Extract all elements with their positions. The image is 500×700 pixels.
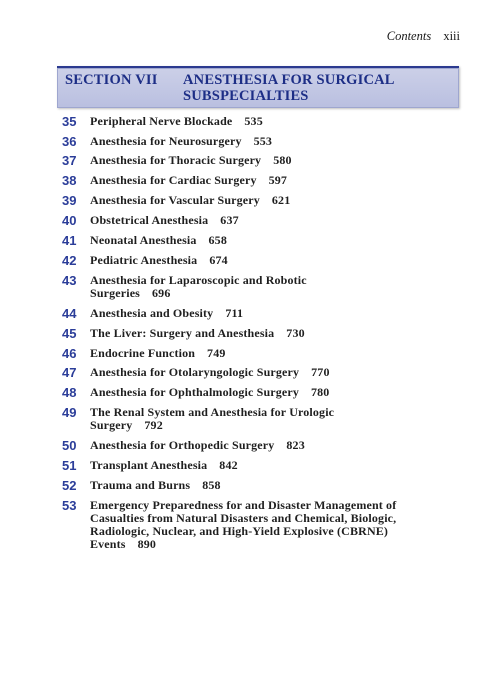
toc-entry[interactable] — [62, 327, 467, 340]
chapter-title-line — [90, 406, 370, 432]
chapter-page-number: 597 — [268, 173, 288, 187]
chapter-number: 51 — [62, 458, 77, 473]
chapter-page-number: 621 — [271, 193, 291, 207]
chapter-page-number: 749 — [207, 346, 226, 360]
chapter-page-number: 770 — [311, 365, 330, 379]
chapter-title-line — [90, 386, 467, 399]
chapter-title: Neonatal Anesthesia — [90, 233, 197, 247]
chapter-number: 48 — [62, 385, 77, 400]
chapter-number: 49 — [62, 405, 77, 420]
chapter-title: Pediatric Anesthesia — [90, 253, 198, 267]
chapter-number: 41 — [62, 233, 77, 248]
chapter-title-line — [90, 459, 467, 472]
chapter-page-number: 696 — [152, 286, 171, 300]
chapter-title: Anesthesia for Otolaryngologic Surgery — [90, 365, 300, 379]
section-number: SECTION VII — [65, 72, 158, 88]
chapter-title: Peripheral Nerve Blockade — [90, 114, 233, 128]
chapter-title-line — [90, 366, 467, 379]
chapter-title: Anesthesia for Thoracic Surgery — [90, 153, 262, 167]
chapter-number: 45 — [62, 326, 77, 341]
chapter-page-number: 842 — [219, 458, 238, 472]
chapter-page-number: 674 — [209, 253, 228, 267]
chapter-page-number: 580 — [273, 153, 292, 167]
toc-entry[interactable] — [62, 479, 467, 492]
chapter-title-line — [90, 214, 467, 227]
chapter-title-line — [90, 499, 435, 551]
chapter-page-number: 890 — [137, 537, 157, 551]
chapter-number: 46 — [62, 346, 77, 361]
chapter-page-number: 858 — [202, 478, 221, 492]
chapter-number: 39 — [62, 193, 77, 208]
chapter-title: Transplant Anesthesia — [90, 458, 208, 472]
chapter-page-number: 711 — [225, 306, 244, 320]
chapter-title-line — [90, 154, 467, 167]
chapter-title-line — [90, 274, 340, 300]
toc-entry[interactable] — [62, 154, 467, 167]
toc-entry[interactable] — [62, 499, 467, 551]
chapter-page-number: 535 — [244, 114, 263, 128]
toc-entry[interactable] — [62, 347, 467, 360]
chapter-title-line — [90, 307, 467, 320]
toc-entry[interactable] — [62, 174, 467, 187]
chapter-page-number: 637 — [220, 213, 239, 227]
chapter-title-line — [90, 174, 467, 187]
toc-entry[interactable] — [62, 406, 467, 432]
toc-entry[interactable] — [62, 307, 467, 320]
chapter-number: 42 — [62, 253, 77, 268]
toc-entry[interactable] — [62, 135, 467, 148]
chapter-title: Anesthesia for Neurosurgery — [90, 134, 242, 148]
chapter-page-number: 780 — [311, 385, 330, 399]
running-head-title: Contents — [386, 29, 432, 43]
toc-entry[interactable] — [62, 366, 467, 379]
chapter-title-line — [90, 439, 467, 452]
toc-entry[interactable] — [62, 115, 467, 128]
toc-entry[interactable] — [62, 214, 467, 227]
chapter-number: 40 — [62, 213, 77, 228]
chapter-number: 43 — [62, 273, 77, 288]
chapter-page-number: 730 — [286, 326, 305, 340]
chapter-title: Endocrine Function — [90, 346, 196, 360]
chapter-title-line — [90, 115, 467, 128]
chapter-page-number: 823 — [286, 438, 305, 452]
section-title: ANESTHESIA FOR SURGICAL SUBSPECIALTIES — [183, 72, 394, 104]
chapter-title: Anesthesia for Vascular Surgery — [90, 193, 260, 207]
chapter-number: 53 — [62, 498, 77, 513]
chapter-title-line — [90, 194, 467, 207]
chapter-page-number: 658 — [208, 233, 227, 247]
chapter-page-number: 792 — [144, 418, 163, 432]
chapter-title: Anesthesia for Ophthalmologic Surgery — [90, 385, 299, 399]
chapter-title: Obstetrical Anesthesia — [90, 213, 209, 227]
chapter-title: The Liver: Surgery and Anesthesia — [90, 326, 275, 340]
toc-entry[interactable] — [62, 439, 467, 452]
toc-entry[interactable] — [62, 386, 467, 399]
chapter-number: 50 — [62, 438, 77, 453]
toc-entry[interactable] — [62, 274, 467, 300]
chapter-title: Anesthesia for Orthopedic Surgery — [90, 438, 275, 452]
chapter-title-line — [90, 479, 467, 492]
chapter-title: Anesthesia for Laparoscopic and Robotic Surgeries — [90, 273, 307, 300]
running-head — [387, 29, 460, 44]
chapter-title-line — [90, 327, 467, 340]
page-number: xiii — [443, 29, 460, 43]
chapter-title-line — [90, 254, 467, 267]
chapter-title: Anesthesia and Obesity — [90, 306, 214, 320]
chapter-title-line — [90, 135, 467, 148]
chapter-title: The Renal System and Anesthesia for Urologic Surgery — [90, 405, 335, 432]
chapter-title: Emergency Preparedness for and Disaster Management of Casualties from Natural Disasters and Chemical, Biologic, Radiologic, Nuclear, and High-Yield Explosive (CBRNE) Events — [90, 498, 397, 551]
chapter-number: 38 — [62, 173, 77, 188]
chapter-page-number: 553 — [253, 134, 273, 148]
chapter-number: 52 — [62, 478, 77, 493]
chapter-number: 44 — [62, 306, 77, 321]
toc-entry[interactable] — [62, 194, 467, 207]
chapter-number: 47 — [62, 365, 77, 380]
toc-entry[interactable] — [62, 254, 467, 267]
toc-entry[interactable] — [62, 234, 467, 247]
section-banner — [57, 66, 459, 108]
chapter-number: 37 — [62, 153, 77, 168]
chapter-title-line — [90, 234, 467, 247]
chapter-number: 36 — [62, 134, 77, 149]
chapter-number: 35 — [62, 114, 77, 129]
chapter-title: Anesthesia for Cardiac Surgery — [90, 173, 257, 187]
chapter-title-line — [90, 347, 467, 360]
toc-entry[interactable] — [62, 459, 467, 472]
chapter-title: Trauma and Burns — [90, 478, 191, 492]
